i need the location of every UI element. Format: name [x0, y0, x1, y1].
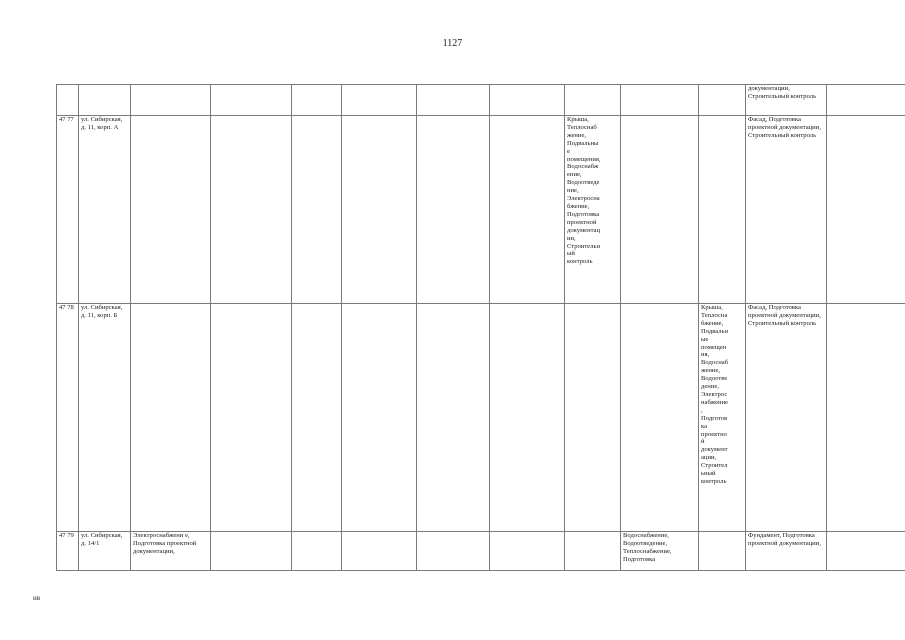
cell-line: ение,: [567, 171, 582, 179]
cell-line: ия,: [701, 351, 710, 359]
cell-line: Строител: [701, 462, 728, 470]
cell-line: ые: [701, 335, 709, 343]
cell-line: Водоотве: [701, 375, 728, 383]
table-cell: [490, 304, 565, 532]
table-row: [57, 116, 905, 304]
cell-line: Водоотведе: [567, 179, 600, 187]
cell-line: Строительн: [567, 242, 601, 250]
table-cell: [342, 116, 417, 304]
table-cell: [699, 532, 746, 571]
address-cell: ул. Сибирская, д. 11, корп. Б: [79, 304, 131, 532]
table-cell: [417, 304, 490, 532]
cell-line: контроль: [567, 258, 593, 266]
cell-line: проектно: [701, 430, 727, 438]
table-cell: [417, 85, 490, 116]
cell-line: ние,: [567, 187, 579, 195]
table-cell: [131, 116, 211, 304]
cell-line: помещен: [701, 343, 727, 351]
works-table: [56, 84, 905, 571]
cell-line: ации,: [701, 454, 717, 462]
cell-line: ии,: [567, 234, 576, 242]
works-cell: Фундамент, Подготовка проектной документации,: [746, 532, 827, 571]
cell-line: документац: [567, 226, 601, 234]
table-cell: [699, 116, 746, 304]
address-cell: ул. Сибирская, д. 14/1: [79, 532, 131, 571]
works-cell: Электроснабжени е, Подготовка проектной документации,: [131, 532, 211, 571]
table-cell: [342, 85, 417, 116]
table-cell: [565, 532, 621, 571]
cell-line: ый: [567, 250, 575, 258]
cell-line: Водоснабж: [567, 163, 599, 171]
table-cell: [565, 85, 621, 116]
table-cell: [211, 304, 292, 532]
address-cell: [79, 85, 131, 116]
table-cell: [211, 85, 292, 116]
cell-line: Подвальн: [701, 327, 729, 335]
cell-line: жение,: [701, 367, 721, 375]
table-cell: [342, 532, 417, 571]
address-cell: ул. Сибирская, д. 11, корп. А: [79, 116, 131, 304]
table-cell: [699, 85, 746, 116]
table-cell: [131, 85, 211, 116]
table-cell: [417, 116, 490, 304]
cell-line: Электросна: [567, 195, 600, 203]
table-cell: [490, 532, 565, 571]
works-cell: [565, 116, 621, 304]
cell-line: дение,: [701, 383, 719, 391]
cell-line: контроль: [701, 477, 727, 485]
cell-line: проектной: [567, 218, 597, 226]
table-cell: [621, 116, 699, 304]
works-cell: Водоснабжение, Водоотведение, Теплоснабжение, Подготовка: [621, 532, 699, 571]
table-cell: [211, 532, 292, 571]
table-cell: [211, 116, 292, 304]
works-cell: [699, 304, 746, 532]
cell-line: Водоснаб: [701, 359, 729, 367]
cell-line: Крыша,: [567, 116, 589, 123]
table-row: [57, 532, 905, 571]
table-row: [57, 304, 905, 532]
table-cell: [621, 304, 699, 532]
works-cell: Фасад, Подготовка проектной документации, Строительный контроль: [746, 116, 827, 304]
cell-line: набжение: [701, 398, 729, 406]
table-cell: [292, 532, 342, 571]
table-cell: [292, 85, 342, 116]
footer-mark: нв: [33, 594, 41, 602]
table-cell: [827, 532, 905, 571]
cell-line: ка: [701, 422, 708, 430]
table-cell: [417, 532, 490, 571]
row-number-cell: 47 78: [57, 304, 79, 532]
table-cell: [827, 304, 905, 532]
cell-line: документ: [701, 446, 728, 454]
page-number: 1127: [442, 38, 463, 49]
cell-line: бжение,: [701, 319, 724, 327]
row-number-cell: [57, 85, 79, 116]
table-cell: [490, 85, 565, 116]
cell-line: помещения,: [567, 155, 601, 163]
cell-line: Теплоснаб: [567, 123, 597, 131]
cell-line: Электрос: [701, 390, 728, 398]
table-cell: [827, 116, 905, 304]
table-row: [57, 85, 905, 116]
row-number-cell: 47 79: [57, 532, 79, 571]
table-cell: [292, 116, 342, 304]
cell-line: Подвальны: [567, 139, 599, 147]
table-cell: [342, 304, 417, 532]
table-cell: [827, 85, 905, 116]
cell-line: ,: [701, 406, 703, 414]
cell-line: Подготовка: [567, 210, 600, 218]
cell-line: Крыша,: [701, 304, 723, 311]
table-cell: [131, 304, 211, 532]
table-cell: [565, 304, 621, 532]
works-cell: документации, Строительный контроль: [746, 85, 827, 116]
cell-line: бжение,: [567, 202, 590, 210]
table-cell: [621, 85, 699, 116]
cell-line: Теплосна: [701, 311, 728, 319]
cell-line: ьный: [701, 470, 716, 478]
cell-line: й: [701, 438, 705, 446]
works-cell: Фасад, Подготовка проектной документации, Строительный контроль: [746, 304, 827, 532]
cell-line: жение,: [567, 131, 587, 139]
cell-line: Подготов: [701, 414, 728, 422]
row-number-cell: 47 77: [57, 116, 79, 304]
cell-line: е: [567, 147, 570, 155]
table-cell: [490, 116, 565, 304]
table-cell: [292, 304, 342, 532]
